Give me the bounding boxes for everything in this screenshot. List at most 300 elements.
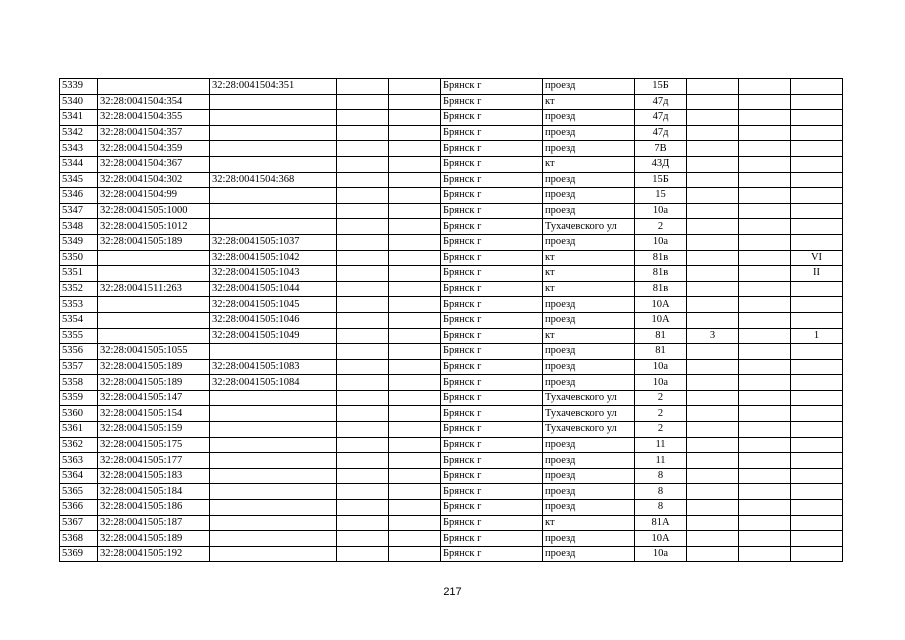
col-5-cell	[389, 234, 441, 250]
col-10-cell	[739, 359, 791, 375]
col-10-cell	[739, 344, 791, 360]
building-cell: 3	[687, 328, 739, 344]
table-row	[60, 344, 843, 360]
street-cell: проезд	[543, 125, 635, 141]
city-cell: Брянск г	[441, 359, 543, 375]
building-cell	[687, 406, 739, 422]
col-5-cell	[389, 94, 441, 110]
related-cadastral-number-cell: 32:28:0041505:1043	[210, 266, 337, 282]
table-row	[60, 312, 843, 328]
street-cell: Тухачевского ул	[543, 390, 635, 406]
row-number-cell: 5352	[60, 281, 98, 297]
room-cell	[791, 79, 843, 95]
street-cell: проезд	[543, 359, 635, 375]
col-4-cell	[337, 312, 389, 328]
related-cadastral-number-cell	[210, 453, 337, 469]
building-cell	[687, 266, 739, 282]
street-cell: проезд	[543, 203, 635, 219]
city-cell: Брянск г	[441, 156, 543, 172]
room-cell	[791, 359, 843, 375]
col-5-cell	[389, 297, 441, 313]
street-cell: кт	[543, 328, 635, 344]
col-10-cell	[739, 328, 791, 344]
table-row	[60, 156, 843, 172]
col-10-cell	[739, 312, 791, 328]
city-cell: Брянск г	[441, 546, 543, 562]
col-5-cell	[389, 266, 441, 282]
house-cell: 2	[635, 406, 687, 422]
building-cell	[687, 546, 739, 562]
row-number-cell: 5349	[60, 234, 98, 250]
cadastral-number-cell: 32:28:0041505:184	[98, 484, 210, 500]
street-cell: кт	[543, 266, 635, 282]
house-cell: 10А	[635, 312, 687, 328]
related-cadastral-number-cell: 32:28:0041505:1037	[210, 234, 337, 250]
room-cell	[791, 141, 843, 157]
page-number: 217	[443, 586, 462, 598]
house-cell: 81	[635, 344, 687, 360]
house-cell: 2	[635, 219, 687, 235]
street-cell: проезд	[543, 453, 635, 469]
col-4-cell	[337, 359, 389, 375]
related-cadastral-number-cell: 32:28:0041505:1049	[210, 328, 337, 344]
col-5-cell	[389, 406, 441, 422]
cadastral-number-cell: 32:28:0041511:263	[98, 281, 210, 297]
related-cadastral-number-cell	[210, 437, 337, 453]
col-10-cell	[739, 281, 791, 297]
table-row	[60, 250, 843, 266]
street-cell: проезд	[543, 188, 635, 204]
col-4-cell	[337, 234, 389, 250]
col-5-cell	[389, 531, 441, 547]
house-cell: 10а	[635, 546, 687, 562]
related-cadastral-number-cell	[210, 125, 337, 141]
street-cell: Тухачевского ул	[543, 219, 635, 235]
city-cell: Брянск г	[441, 79, 543, 95]
row-number-cell: 5348	[60, 219, 98, 235]
building-cell	[687, 468, 739, 484]
col-5-cell	[389, 156, 441, 172]
building-cell	[687, 188, 739, 204]
col-4-cell	[337, 546, 389, 562]
building-cell	[687, 344, 739, 360]
room-cell	[791, 297, 843, 313]
table-row	[60, 266, 843, 282]
table-row	[60, 94, 843, 110]
room-cell	[791, 110, 843, 126]
row-number-cell: 5353	[60, 297, 98, 313]
house-cell: 11	[635, 453, 687, 469]
cadastral-number-cell: 32:28:0041505:192	[98, 546, 210, 562]
col-10-cell	[739, 453, 791, 469]
house-cell: 11	[635, 437, 687, 453]
row-number-cell: 5363	[60, 453, 98, 469]
cadastral-number-cell: 32:28:0041505:186	[98, 500, 210, 516]
row-number-cell: 5341	[60, 110, 98, 126]
col-10-cell	[739, 437, 791, 453]
cadastral-number-cell: 32:28:0041504:357	[98, 125, 210, 141]
street-cell: кт	[543, 515, 635, 531]
city-cell: Брянск г	[441, 250, 543, 266]
related-cadastral-number-cell	[210, 344, 337, 360]
cadastral-number-cell	[98, 328, 210, 344]
room-cell	[791, 500, 843, 516]
street-cell: проезд	[543, 468, 635, 484]
house-cell: 43Д	[635, 156, 687, 172]
col-5-cell	[389, 437, 441, 453]
related-cadastral-number-cell	[210, 546, 337, 562]
col-10-cell	[739, 219, 791, 235]
col-4-cell	[337, 281, 389, 297]
related-cadastral-number-cell	[210, 468, 337, 484]
room-cell	[791, 203, 843, 219]
house-cell: 15Б	[635, 79, 687, 95]
house-cell: 81в	[635, 250, 687, 266]
col-4-cell	[337, 188, 389, 204]
cadastral-number-cell: 32:28:0041504:355	[98, 110, 210, 126]
building-cell	[687, 453, 739, 469]
col-10-cell	[739, 125, 791, 141]
cadastral-number-cell	[98, 79, 210, 95]
col-5-cell	[389, 203, 441, 219]
city-cell: Брянск г	[441, 437, 543, 453]
related-cadastral-number-cell: 32:28:0041505:1044	[210, 281, 337, 297]
cadastral-number-cell: 32:28:0041505:189	[98, 359, 210, 375]
room-cell	[791, 188, 843, 204]
related-cadastral-number-cell: 32:28:0041505:1046	[210, 312, 337, 328]
table-row	[60, 141, 843, 157]
col-5-cell	[389, 312, 441, 328]
col-4-cell	[337, 344, 389, 360]
related-cadastral-number-cell	[210, 500, 337, 516]
table-row	[60, 110, 843, 126]
city-cell: Брянск г	[441, 328, 543, 344]
col-10-cell	[739, 203, 791, 219]
related-cadastral-number-cell: 32:28:0041505:1042	[210, 250, 337, 266]
col-5-cell	[389, 359, 441, 375]
table-row	[60, 219, 843, 235]
table-row	[60, 297, 843, 313]
col-5-cell	[389, 79, 441, 95]
row-number-cell: 5366	[60, 500, 98, 516]
col-5-cell	[389, 110, 441, 126]
related-cadastral-number-cell	[210, 422, 337, 438]
col-10-cell	[739, 79, 791, 95]
col-4-cell	[337, 94, 389, 110]
row-number-cell: 5362	[60, 437, 98, 453]
room-cell	[791, 94, 843, 110]
table-row	[60, 188, 843, 204]
related-cadastral-number-cell	[210, 406, 337, 422]
city-cell: Брянск г	[441, 203, 543, 219]
col-10-cell	[739, 390, 791, 406]
related-cadastral-number-cell	[210, 203, 337, 219]
row-number-cell: 5355	[60, 328, 98, 344]
col-4-cell	[337, 328, 389, 344]
cadastral-number-cell: 32:28:0041504:359	[98, 141, 210, 157]
related-cadastral-number-cell	[210, 390, 337, 406]
row-number-cell: 5360	[60, 406, 98, 422]
city-cell: Брянск г	[441, 188, 543, 204]
city-cell: Брянск г	[441, 344, 543, 360]
city-cell: Брянск г	[441, 484, 543, 500]
room-cell	[791, 156, 843, 172]
street-cell: проезд	[543, 172, 635, 188]
row-number-cell: 5346	[60, 188, 98, 204]
row-number-cell: 5351	[60, 266, 98, 282]
room-cell	[791, 437, 843, 453]
registry-table	[59, 78, 843, 562]
room-cell: II	[791, 266, 843, 282]
room-cell	[791, 468, 843, 484]
col-4-cell	[337, 172, 389, 188]
room-cell	[791, 515, 843, 531]
col-10-cell	[739, 546, 791, 562]
city-cell: Брянск г	[441, 312, 543, 328]
row-number-cell: 5340	[60, 94, 98, 110]
house-cell: 10А	[635, 297, 687, 313]
col-4-cell	[337, 266, 389, 282]
street-cell: Тухачевского ул	[543, 406, 635, 422]
building-cell	[687, 203, 739, 219]
building-cell	[687, 422, 739, 438]
room-cell	[791, 422, 843, 438]
col-4-cell	[337, 156, 389, 172]
related-cadastral-number-cell	[210, 110, 337, 126]
cadastral-number-cell: 32:28:0041505:1012	[98, 219, 210, 235]
street-cell: проезд	[543, 375, 635, 391]
col-4-cell	[337, 515, 389, 531]
table-row	[60, 172, 843, 188]
city-cell: Брянск г	[441, 468, 543, 484]
table-row	[60, 390, 843, 406]
related-cadastral-number-cell: 32:28:0041504:368	[210, 172, 337, 188]
related-cadastral-number-cell	[210, 531, 337, 547]
col-4-cell	[337, 390, 389, 406]
building-cell	[687, 437, 739, 453]
house-cell: 10А	[635, 531, 687, 547]
house-cell: 81в	[635, 281, 687, 297]
street-cell: проезд	[543, 344, 635, 360]
street-cell: кт	[543, 250, 635, 266]
registry-table-body	[60, 79, 843, 562]
table-row	[60, 328, 843, 344]
street-cell: проезд	[543, 141, 635, 157]
col-10-cell	[739, 234, 791, 250]
row-number-cell: 5350	[60, 250, 98, 266]
building-cell	[687, 234, 739, 250]
col-5-cell	[389, 546, 441, 562]
table-row	[60, 203, 843, 219]
table-row	[60, 79, 843, 95]
cadastral-number-cell: 32:28:0041505:1055	[98, 344, 210, 360]
building-cell	[687, 250, 739, 266]
city-cell: Брянск г	[441, 219, 543, 235]
row-number-cell: 5368	[60, 531, 98, 547]
cadastral-number-cell	[98, 266, 210, 282]
house-cell: 7В	[635, 141, 687, 157]
table-row	[60, 453, 843, 469]
col-5-cell	[389, 141, 441, 157]
building-cell	[687, 390, 739, 406]
col-10-cell	[739, 375, 791, 391]
street-cell: проезд	[543, 297, 635, 313]
building-cell	[687, 94, 739, 110]
col-5-cell	[389, 328, 441, 344]
col-5-cell	[389, 250, 441, 266]
col-4-cell	[337, 437, 389, 453]
city-cell: Брянск г	[441, 266, 543, 282]
cadastral-number-cell: 32:28:0041505:175	[98, 437, 210, 453]
building-cell	[687, 281, 739, 297]
row-number-cell: 5367	[60, 515, 98, 531]
house-cell: 81А	[635, 515, 687, 531]
room-cell	[791, 312, 843, 328]
building-cell	[687, 110, 739, 126]
building-cell	[687, 297, 739, 313]
city-cell: Брянск г	[441, 453, 543, 469]
col-4-cell	[337, 203, 389, 219]
table-row	[60, 375, 843, 391]
city-cell: Брянск г	[441, 172, 543, 188]
room-cell	[791, 219, 843, 235]
table-row	[60, 500, 843, 516]
cadastral-number-cell: 32:28:0041505:189	[98, 531, 210, 547]
room-cell: VI	[791, 250, 843, 266]
cadastral-number-cell: 32:28:0041504:99	[98, 188, 210, 204]
room-cell	[791, 172, 843, 188]
room-cell	[791, 375, 843, 391]
house-cell: 47д	[635, 94, 687, 110]
building-cell	[687, 172, 739, 188]
house-cell: 15Б	[635, 172, 687, 188]
building-cell	[687, 125, 739, 141]
cadastral-number-cell: 32:28:0041505:177	[98, 453, 210, 469]
related-cadastral-number-cell	[210, 484, 337, 500]
house-cell: 15	[635, 188, 687, 204]
room-cell	[791, 390, 843, 406]
street-cell: проезд	[543, 234, 635, 250]
row-number-cell: 5342	[60, 125, 98, 141]
room-cell	[791, 484, 843, 500]
city-cell: Брянск г	[441, 406, 543, 422]
col-5-cell	[389, 453, 441, 469]
house-cell: 81в	[635, 266, 687, 282]
related-cadastral-number-cell: 32:28:0041505:1084	[210, 375, 337, 391]
col-4-cell	[337, 406, 389, 422]
cadastral-number-cell: 32:28:0041504:367	[98, 156, 210, 172]
cadastral-number-cell: 32:28:0041505:189	[98, 375, 210, 391]
table-row	[60, 422, 843, 438]
col-5-cell	[389, 172, 441, 188]
table-row	[60, 531, 843, 547]
col-10-cell	[739, 188, 791, 204]
building-cell	[687, 79, 739, 95]
row-number-cell: 5357	[60, 359, 98, 375]
street-cell: проезд	[543, 79, 635, 95]
building-cell	[687, 359, 739, 375]
row-number-cell: 5344	[60, 156, 98, 172]
col-5-cell	[389, 375, 441, 391]
cadastral-number-cell	[98, 250, 210, 266]
cadastral-number-cell: 32:28:0041504:354	[98, 94, 210, 110]
cadastral-number-cell	[98, 297, 210, 313]
related-cadastral-number-cell	[210, 515, 337, 531]
house-cell: 2	[635, 422, 687, 438]
col-5-cell	[389, 188, 441, 204]
col-4-cell	[337, 500, 389, 516]
city-cell: Брянск г	[441, 94, 543, 110]
col-10-cell	[739, 172, 791, 188]
city-cell: Брянск г	[441, 141, 543, 157]
house-cell: 8	[635, 500, 687, 516]
city-cell: Брянск г	[441, 110, 543, 126]
table-row	[60, 546, 843, 562]
cadastral-number-cell: 32:28:0041505:187	[98, 515, 210, 531]
house-cell: 8	[635, 468, 687, 484]
room-cell	[791, 125, 843, 141]
row-number-cell: 5345	[60, 172, 98, 188]
room-cell	[791, 453, 843, 469]
city-cell: Брянск г	[441, 422, 543, 438]
city-cell: Брянск г	[441, 281, 543, 297]
street-cell: кт	[543, 156, 635, 172]
street-cell: кт	[543, 281, 635, 297]
table-row	[60, 234, 843, 250]
col-5-cell	[389, 500, 441, 516]
cadastral-number-cell: 32:28:0041504:302	[98, 172, 210, 188]
city-cell: Брянск г	[441, 390, 543, 406]
street-cell: проезд	[543, 110, 635, 126]
house-cell: 47д	[635, 110, 687, 126]
city-cell: Брянск г	[441, 297, 543, 313]
col-4-cell	[337, 141, 389, 157]
col-10-cell	[739, 94, 791, 110]
row-number-cell: 5364	[60, 468, 98, 484]
house-cell: 10а	[635, 375, 687, 391]
building-cell	[687, 141, 739, 157]
col-5-cell	[389, 281, 441, 297]
building-cell	[687, 375, 739, 391]
col-4-cell	[337, 422, 389, 438]
house-cell: 47д	[635, 125, 687, 141]
city-cell: Брянск г	[441, 515, 543, 531]
row-number-cell: 5358	[60, 375, 98, 391]
col-10-cell	[739, 468, 791, 484]
building-cell	[687, 312, 739, 328]
cadastral-number-cell: 32:28:0041505:189	[98, 234, 210, 250]
col-4-cell	[337, 219, 389, 235]
city-cell: Брянск г	[441, 375, 543, 391]
city-cell: Брянск г	[441, 234, 543, 250]
related-cadastral-number-cell: 32:28:0041505:1083	[210, 359, 337, 375]
row-number-cell: 5361	[60, 422, 98, 438]
street-cell: проезд	[543, 546, 635, 562]
street-cell: проезд	[543, 437, 635, 453]
room-cell	[791, 406, 843, 422]
col-5-cell	[389, 515, 441, 531]
house-cell: 81	[635, 328, 687, 344]
building-cell	[687, 484, 739, 500]
building-cell	[687, 156, 739, 172]
table-row	[60, 468, 843, 484]
row-number-cell: 5356	[60, 344, 98, 360]
building-cell	[687, 219, 739, 235]
col-4-cell	[337, 125, 389, 141]
building-cell	[687, 500, 739, 516]
room-cell	[791, 344, 843, 360]
table-row	[60, 484, 843, 500]
